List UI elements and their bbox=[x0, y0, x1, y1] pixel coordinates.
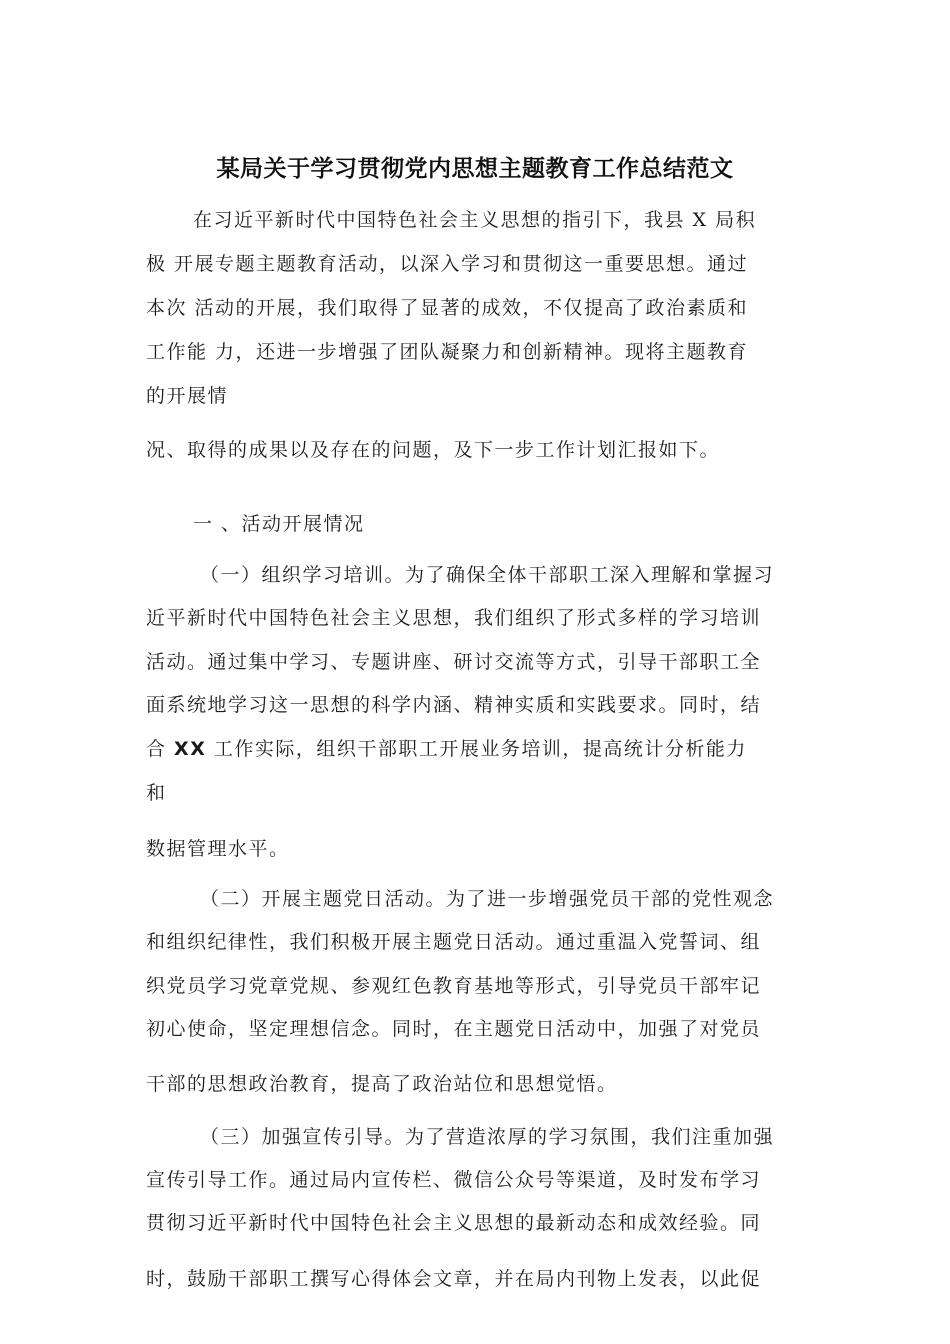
paragraph-line: 数据管理水平。 bbox=[146, 838, 290, 860]
paragraph-line: 初心使命，坚定理想信念。同时，在主题党日活动中，加强了对党员 bbox=[146, 1018, 762, 1040]
paragraph-line: 面系统地学习这一思想的科学内涵、精神实质和实践要求。同时，结 bbox=[146, 694, 762, 716]
section-heading: 一 、活动开展情况 bbox=[193, 513, 365, 535]
paragraph-line: 织党员学习党章党规、参观红色教育基地等形式，引导党员干部牢记 bbox=[146, 975, 762, 997]
paragraph-line: （三）加强宣传引导。为了营造浓厚的学习氛围，我们注重加强 bbox=[200, 1126, 775, 1148]
intro-line: 在习近平新时代中国特色社会主义思想的指引下，我县 X 局积 bbox=[193, 209, 757, 231]
intro-line: 本次 活动的开展，我们取得了显著的成效，不仅提高了政治素质和 bbox=[146, 297, 749, 319]
paragraph-line: 活动。通过集中学习、专题讲座、研讨交流等方式，引导干部职工全 bbox=[146, 651, 762, 673]
placeholder-xx: XX bbox=[174, 738, 207, 760]
paragraph-line: （一）组织学习培训。为了确保全体干部职工深入理解和掌握习 bbox=[200, 564, 775, 586]
paragraph-line: 近平新时代中国特色社会主义思想，我们组织了形式多样的学习培训 bbox=[146, 607, 762, 629]
paragraph-line: 和 bbox=[146, 782, 167, 804]
paragraph-line: 宣传引导工作。通过局内宣传栏、微信公众号等渠道，及时发布学习 bbox=[146, 1169, 762, 1191]
intro-line: 工作能 力，还进一步增强了团队凝聚力和创新精神。现将主题教育 bbox=[146, 341, 749, 363]
paragraph-line: 贯彻习近平新时代中国特色社会主义思想的最新动态和成效经验。同 bbox=[146, 1212, 762, 1234]
paragraph-line: （二）开展主题党日活动。为了进一步增强党员干部的党性观念 bbox=[200, 888, 775, 910]
paragraph-text: 工作实际，组织干部职工开展业务培训，提高统计分析能力 bbox=[206, 738, 747, 760]
paragraph-line: 和组织纪律性，我们积极开展主题党日活动。通过重温入党誓词、组 bbox=[146, 931, 762, 953]
intro-line: 的开展情 bbox=[146, 385, 229, 407]
paragraph-text: 合 bbox=[146, 738, 175, 760]
paragraph-line bbox=[146, 736, 747, 762]
intro-line: 极 开展专题主题教育活动，以深入学习和贯彻这一重要思想。通过 bbox=[146, 253, 749, 275]
intro-line: 况、取得的成果以及存在的问题，及下一步工作计划汇报如下。 bbox=[146, 439, 721, 461]
paragraph-line: 时，鼓励干部职工撰写心得体会文章，并在局内刊物上发表，以此促 bbox=[146, 1268, 762, 1290]
paragraph-line: 干部的思想政治教育，提高了政治站位和思想觉悟。 bbox=[146, 1073, 618, 1095]
document-title: 某局关于学习贯彻党内思想主题教育工作总结范文 bbox=[216, 156, 734, 182]
